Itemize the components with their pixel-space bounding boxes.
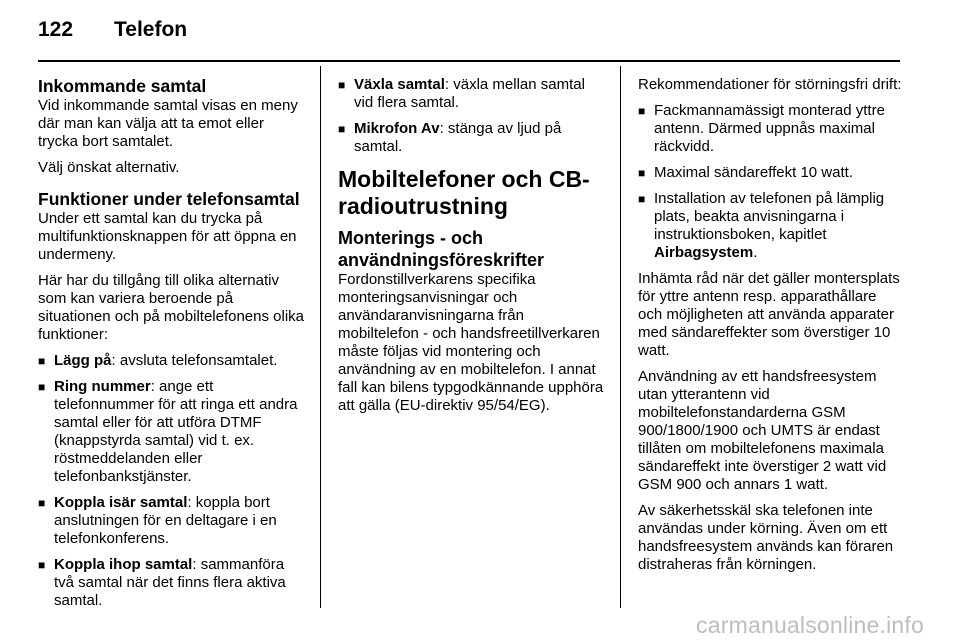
list-item [38, 352, 304, 370]
list-item [38, 556, 304, 610]
list-term: Koppla ihop samtal [54, 556, 193, 573]
list-item [338, 76, 604, 112]
list-text-tail: . [753, 244, 758, 261]
bullet-icon: ■ [638, 104, 646, 118]
column-divider [620, 66, 621, 608]
list-item [338, 120, 604, 156]
column-3 [638, 76, 904, 582]
bullet-icon: ■ [338, 122, 346, 136]
section-title-functions: Funktioner under telefonsamtal [38, 189, 300, 209]
paragraph: Användning av ett handsfreesystem utan ytterantenn vid mobiltelefonstandarderna GSM 900/1800/1900 och UMTS är endast tillåten om mobiltelefonens maximala sändareffekt inte överstiger 2 watt vid GSM 900 och annars 1 watt. [638, 368, 887, 493]
list-term: Airbagsystem [654, 244, 754, 261]
list-item [638, 164, 904, 182]
list-term: Koppla isär samtal [54, 494, 188, 511]
header-rule [38, 60, 900, 62]
list-text: : växla mellan samtal vid flera samtal. [354, 76, 585, 111]
list-item [638, 102, 904, 156]
list-term: Lägg på [54, 352, 112, 369]
column-2 [338, 76, 604, 423]
function-list [38, 352, 304, 610]
watermark: carmanualsonline.info [696, 612, 924, 638]
column-divider [320, 66, 321, 608]
bullet-icon: ■ [338, 78, 346, 92]
bullet-icon: ■ [38, 380, 46, 394]
list-item [38, 378, 304, 486]
section-title-mobile: Mobiltelefoner och CB-radioutrustning [338, 166, 590, 219]
recommendation-list [638, 102, 904, 262]
paragraph: Inhämta råd när det gäller montersplats för yttre antenn resp. apparathållare och möjligheten att använda apparater med sändareffekter som överstiger 10 watt. [638, 270, 900, 359]
subsection-title-mounting: Monterings - och användningsföreskrifter [338, 228, 545, 270]
paragraph: Vid inkommande samtal visas en meny där man kan välja att ta emot eller trycka bort samtalet. [38, 97, 298, 150]
function-list-continued [338, 76, 604, 156]
list-text: : avsluta telefonsamtalet. [111, 352, 278, 369]
list-text: Fackmannamässigt monterad yttre antenn. Därmed uppnås maximal räckvidd. [654, 102, 885, 155]
list-text: Installation av telefonen på lämplig plats, beakta anvisningarna i instruktionsboken, kapitlet [654, 190, 885, 243]
section-title-incoming: Inkommande samtal [38, 76, 207, 96]
list-item [638, 190, 904, 262]
list-text: : sammanföra två samtal när det finns flera aktiva samtal. [54, 556, 286, 609]
page-number: 122 [38, 18, 74, 41]
page-header [38, 18, 187, 48]
list-term: Mikrofon Av [354, 120, 440, 137]
list-term: Växla samtal [354, 76, 445, 93]
paragraph: Under ett samtal kan du trycka på multifunktionsknappen för att öppna en undermeny. [38, 210, 297, 263]
list-text: : koppla bort anslutningen för en deltagare i en telefonkonferens. [54, 494, 277, 547]
paragraph: Rekommendationer för störningsfri drift: [638, 76, 902, 93]
list-item [38, 494, 304, 548]
paragraph: Välj önskat alternativ. [38, 159, 180, 176]
paragraph: Här har du tillgång till olika alternativ som kan variera beroende på situationen och på mobiltelefonens olika funktioner: [38, 272, 305, 343]
bullet-icon: ■ [638, 192, 646, 206]
paragraph: Av säkerhetsskäl ska telefonen inte användas under körning. Även om ett handsfreesystem används kan föraren distraheras från körningen. [638, 502, 894, 573]
list-text: : stänga av ljud på samtal. [354, 120, 562, 155]
bullet-icon: ■ [38, 496, 46, 510]
chapter-title: Telefon [114, 18, 188, 41]
bullet-icon: ■ [638, 166, 646, 180]
paragraph: Fordonstillverkarens specifika monteringsanvisningar och användaranvisningarna från mobiltelefon - och handsfreetillverkaren måste följas vid montering och användning av en mobiltelefon. I annat fall kan bilens typgodkännande upphöra att gälla (EU-direktiv 95/54/EG). [338, 271, 604, 414]
bullet-icon: ■ [38, 558, 46, 572]
list-text: Maximal sändareffekt 10 watt. [654, 164, 853, 181]
column-1 [38, 76, 304, 618]
list-text: : ange ett telefonnummer för att ringa ett andra samtal eller för att utföra DTMF (knappstyrda samtal) vid t. ex. röstmeddelanden eller telefonbankstjänster. [54, 378, 298, 485]
bullet-icon: ■ [38, 354, 46, 368]
list-term: Ring nummer [54, 378, 151, 395]
